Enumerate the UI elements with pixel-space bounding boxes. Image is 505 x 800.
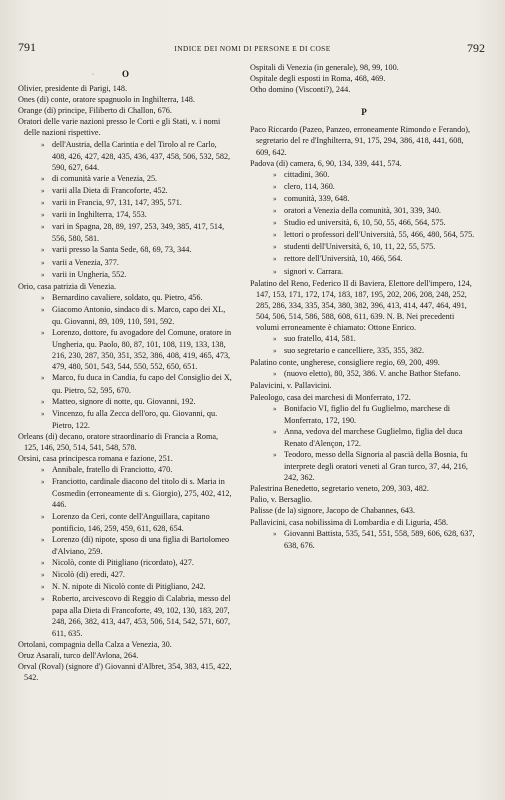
page-header: [0, 40, 505, 54]
ditto-mark-icon: »: [273, 267, 277, 276]
index-subentry: [250, 181, 478, 193]
index-entry: [250, 73, 478, 84]
index-entry: [18, 94, 233, 105]
ditto-mark-icon: »: [273, 451, 277, 459]
ditto-mark-icon: »: [273, 194, 277, 203]
ditto-mark-icon: »: [41, 270, 45, 279]
index-entry: [18, 105, 233, 116]
entry-text: Paco Riccardo (Pazeo, Panzeo, erroneamente Rimondo e Ferando), segretario del re d'Inghilterra, 91, 175, 294, 386, 418, 441, 608, 609, 642.: [250, 125, 471, 157]
index-subentry: [18, 511, 233, 534]
index-subentry: [250, 528, 478, 551]
entry-text: suo segretario e cancelliere, 335, 355, 382.: [284, 346, 425, 356]
entry-text: Lorenzo (di) nipote, sposo di una figlia di Bartolomeo d'Alviano, 259.: [52, 534, 230, 556]
entry-text: Orleans (di) decano, oratore straordinario di Francia a Roma, 125, 146, 250, 514, 541, 548, 578.: [18, 431, 219, 452]
entry-text: Nicolò, conte di Pitigliano (ricordato), 427.: [52, 557, 194, 567]
entry-text: Palisse (de la) signore, Jacopo de Chabannes, 643.: [250, 506, 416, 516]
index-entry: [250, 517, 478, 528]
ditto-mark-icon: »: [41, 374, 45, 383]
entry-text: vari in Spagna, 28, 89, 197, 253, 349, 385, 417, 514, 556, 580, 581.: [52, 222, 225, 244]
index-subentry: [18, 476, 233, 510]
entry-text: Bernardino cavaliere, soldato, qu. Pietro, 456.: [52, 292, 203, 302]
entry-text: Lorenzo da Ceri, conte dell'Anguillara, capitano pontificio, 146, 259, 459, 611, 628, 654.: [52, 511, 210, 533]
index-entry: [18, 453, 233, 464]
ditto-mark-icon: »: [273, 207, 277, 216]
index-entry: [250, 380, 478, 391]
ditto-mark-icon: »: [41, 246, 45, 255]
entry-text: Orange (di) principe, Filiberto di Challon, 676.: [18, 106, 172, 116]
ornament-mark: ◦: [92, 72, 95, 78]
index-entry: [250, 494, 478, 505]
entry-text: suo fratello, 414, 581.: [284, 334, 356, 344]
entry-text: Nicolò (di) eredi, 427.: [52, 570, 125, 580]
entry-text: Palio, v. Bersaglio.: [250, 495, 313, 505]
ditto-mark-icon: »: [273, 255, 277, 264]
entry-text: Palatino conte, ungherese, consigliere regio, 69, 200, 499.: [250, 358, 440, 368]
ditto-mark-icon: »: [273, 370, 277, 379]
entry-text: Olivier, presidente di Parigi, 148.: [18, 84, 128, 94]
index-subentry: [250, 449, 478, 483]
ditto-mark-icon: »: [41, 223, 45, 232]
page-number-left: 791: [18, 40, 36, 54]
ditto-mark-icon: »: [41, 305, 45, 314]
entry-text: comunità, 339, 648.: [284, 193, 350, 203]
ditto-mark-icon: »: [41, 140, 45, 149]
index-entry: [250, 392, 478, 403]
index-entry: [250, 278, 478, 333]
ditto-mark-icon: »: [273, 243, 277, 252]
ditto-mark-icon: »: [41, 397, 45, 406]
entry-text: Studio ed università, 6, 10, 50, 55, 466, 564, 575.: [284, 218, 446, 228]
entry-text: O: [121, 69, 129, 79]
entry-text: dell'Austria, della Carintia e del Tirolo al re Carlo, 408, 426, 427, 428, 435, 436, 437, 458, 506, 532, 582, 590, 627, 644.: [52, 139, 231, 172]
index-entry: [250, 505, 478, 516]
index-entry: [18, 281, 233, 292]
entry-text: Ospitali di Venezia (in generale), 98, 99, 100.: [250, 63, 399, 72]
ditto-mark-icon: »: [273, 182, 277, 191]
running-title: INDICE DEI NOMI DI PERSONE E DI COSE: [174, 44, 331, 53]
index-subentry: [18, 209, 233, 221]
entry-text: clero, 114, 360.: [284, 181, 335, 191]
index-subentry: [250, 205, 478, 217]
index-subentry: [18, 304, 233, 327]
entry-text: di comunità varie a Venezia, 25.: [52, 173, 158, 183]
index-subentry: [18, 372, 233, 395]
entry-text: Bonifacio VI, figlio del fu Guglielmo, marchese di Monferrato, 172, 190.: [284, 403, 451, 425]
ditto-mark-icon: »: [273, 347, 277, 356]
page-number-right: 792: [467, 41, 485, 55]
index-subentry: [250, 217, 478, 229]
section-letter: [250, 107, 478, 118]
entry-text: Otho domino (Visconti?), 244.: [250, 85, 351, 95]
entry-text: signori v. Carrara.: [284, 266, 344, 276]
index-entry: [250, 124, 478, 157]
entry-text: Orval (Roval) (signore d') Giovanni d'Albret, 354, 383, 415, 422, 542.: [18, 661, 232, 682]
index-entry: [250, 62, 478, 73]
ditto-mark-icon: »: [41, 211, 45, 220]
entry-text: varii a Venezia, 377.: [52, 257, 119, 267]
entry-text: varii alla Dieta di Francoforte, 452.: [52, 185, 168, 195]
entry-text: Orsini, casa principesca romana e fazione, 251.: [18, 454, 173, 464]
entry-text: Palavicini, v. Pallavicini.: [250, 381, 332, 391]
index-subentry: [250, 345, 478, 357]
index-subentry: [18, 269, 233, 281]
index-subentry: [18, 221, 233, 244]
section-letter: [18, 69, 233, 80]
index-subentry: [18, 534, 233, 557]
index-subentry: [250, 333, 478, 345]
entry-text: Ospitale degli esposti in Roma, 468, 469.: [250, 74, 386, 84]
index-entry: [18, 639, 233, 650]
index-subentry: [18, 569, 233, 581]
index-subentry: [18, 464, 233, 476]
index-entry: [18, 431, 233, 453]
index-entry: [250, 483, 478, 494]
ditto-mark-icon: »: [273, 170, 277, 179]
entry-text: Ones (di) conte, oratore spagnuolo in Inghilterra, 148.: [18, 95, 195, 105]
index-entry: [18, 661, 233, 683]
entry-text: Anna, vedova del marchese Guglielmo, figlia del duca Renato d'Alençon, 172.: [284, 426, 463, 448]
index-entry: [250, 158, 478, 169]
index-subentry: [18, 139, 233, 173]
entry-text: Annibale, fratello di Franciotto, 470.: [52, 465, 173, 475]
ditto-mark-icon: »: [273, 427, 277, 436]
entry-text: studenti dell'Università, 6, 10, 11, 22, 55, 575.: [284, 242, 436, 252]
entry-text: Giacomo Antonio, sindaco di s. Marco, capo dei XL, qu. Giovanni, 89, 109, 110, 591, 592.: [52, 304, 226, 326]
entry-text: Orio, casa patrizia di Venezia.: [18, 281, 117, 291]
index-subentry: [250, 403, 478, 426]
ditto-mark-icon: »: [41, 409, 45, 418]
ditto-mark-icon: »: [273, 219, 277, 228]
index-subentry: [250, 241, 478, 253]
entry-text: Roberto, arcivescovo di Reggio di Calabria, messo del papa alla Dieta di Francoforte, 49, 102, 130, 183, 207, 248, 266, 382, 413, 447, 453, 506, 514, 542, 571, 607, 611, 635.: [52, 594, 231, 638]
index-subentry: [250, 368, 478, 380]
index-subentry: [18, 593, 233, 638]
ditto-mark-icon: »: [273, 529, 277, 538]
entry-text: Paleologo, casa dei marchesi di Monferrato, 172.: [250, 392, 411, 402]
index-subentry: [18, 396, 233, 408]
entry-text: Palestrina Benedetto, segretario veneto, 209, 303, 482.: [250, 484, 429, 494]
entry-text: Lorenzo, dottore, fu avogadore del Comune, oratore in Ungheria, qu. Paolo, 80, 87, 101, 108, 119, 133, 138, 216, 230, 287, 350, 351, 352, 386, 408, 419, 465, 473, 479, 480, 501, 543, 544, 550, 552, 650, 651.: [52, 328, 232, 372]
entry-text: varii presso la Santa Sede, 68, 69, 73, 344.: [52, 245, 192, 255]
ditto-mark-icon: »: [41, 478, 45, 487]
index-entry: [250, 84, 478, 95]
ditto-mark-icon: »: [41, 186, 45, 195]
entry-text: Vincenzo, fu alla Zecca dell'oro, qu. Giovanni, qu. Pietro, 122.: [52, 408, 218, 430]
entry-text: Franciotto, cardinale diacono del titolo di s. Maria in Cosmedin (erroneamente di s. Giorgio), 275, 402, 412, 446.: [52, 477, 232, 510]
ditto-mark-icon: »: [273, 231, 277, 240]
ditto-mark-icon: »: [273, 335, 277, 344]
ditto-mark-icon: »: [41, 199, 45, 208]
ditto-mark-icon: »: [41, 583, 45, 592]
entry-text: rettore dell'Università, 10, 466, 564.: [284, 254, 403, 264]
ditto-mark-icon: »: [41, 535, 45, 544]
ditto-mark-icon: »: [41, 174, 45, 183]
entry-text: cittadini, 360.: [284, 169, 330, 179]
index-subentry: [18, 173, 233, 185]
index-subentry: [18, 244, 233, 256]
index-subentry: [250, 169, 478, 181]
ditto-mark-icon: »: [41, 595, 45, 604]
entry-text: (nuovo eletto), 80, 352, 386. V. anche Bathor Stefano.: [284, 369, 461, 379]
index-subentry: [18, 197, 233, 209]
entry-text: Giovanni Battista, 535, 541, 551, 558, 589, 606, 628, 637, 638, 676.: [284, 528, 475, 550]
ditto-mark-icon: »: [41, 329, 45, 338]
ditto-mark-icon: »: [41, 558, 45, 567]
entry-text: Ortolani, compagnia della Calza a Venezia, 30.: [18, 639, 172, 649]
entry-text: varii in Ungheria, 552.: [52, 269, 127, 279]
ditto-mark-icon: »: [41, 571, 45, 580]
ditto-mark-icon: »: [41, 258, 45, 267]
index-column-left: [18, 62, 233, 683]
index-subentry: [18, 327, 233, 372]
entry-text: Pallavicini, casa nobilissima di Lombardia e di Liguria, 458.: [250, 517, 449, 527]
index-subentry: [18, 557, 233, 569]
entry-text: lettori o professori dell'Università, 55, 466, 480, 564, 575.: [284, 230, 475, 240]
entry-text: Teodoro, messo della Signoria al pascià della Bosnia, fu interprete degli oratori veneti al Gran turco, 37, 44, 216, 242, 362.: [284, 450, 468, 483]
ditto-mark-icon: »: [41, 512, 45, 521]
index-subentry: [250, 426, 478, 449]
index-subentry: [18, 408, 233, 431]
entry-text: Padova (di) camera, 6, 90, 134, 339, 441, 574.: [250, 158, 402, 168]
index-subentry: [18, 185, 233, 197]
entry-text: Matteo, signore di notte, qu. Giovanni, 192.: [52, 396, 196, 406]
entry-text: varii in Francia, 97, 131, 147, 395, 571.: [52, 198, 182, 208]
entry-text: Oratori delle varie nazioni presso le Corti e gli Stati, v. i nomi delle nazioni rispettive.: [18, 117, 221, 138]
entry-text: Palatino del Reno, Federico II di Baviera, Elettore dell'impero, 124, 147, 153, 171, 172, 174, 183, 187, 195, 202, 206, 208, 248, 252, 285, 286, 334, 335, 354, 380, 382, 396, 413, 414, 447, 464, 491, 504, 506, 514, 586, 588, 608, 611, 639. N. B. Nei precedenti volumi erroneamente è chiamato: Ottone Enrico.: [250, 278, 472, 332]
index-subentry: [250, 266, 478, 278]
index-column-right: [250, 62, 478, 551]
entry-text: Marco, fu duca in Candia, fu capo del Consiglio dei X, qu. Pietro, 52, 595, 670.: [52, 373, 232, 395]
index-entry: [250, 357, 478, 368]
entry-text: P: [361, 107, 367, 118]
index-subentry: [18, 257, 233, 269]
index-subentry: [250, 229, 478, 241]
index-subentry: [18, 581, 233, 593]
index-entry: [18, 83, 233, 94]
index-subentry: [18, 292, 233, 304]
entry-text: N. N. nipote di Nicolò conte di Pitigliano, 242.: [52, 582, 206, 592]
ditto-mark-icon: »: [41, 466, 45, 475]
ditto-mark-icon: »: [41, 293, 45, 302]
entry-text: varii in Inghilterra, 174, 553.: [52, 210, 147, 220]
index-entry: [18, 116, 233, 138]
entry-text: Oruz Asarali, turco dell'Avlona, 264.: [18, 650, 139, 660]
entry-text: oratori a Venezia della comunità, 301, 339, 340.: [284, 206, 441, 216]
ditto-mark-icon: »: [273, 404, 277, 413]
index-subentry: [250, 193, 478, 205]
index-entry: [18, 650, 233, 661]
index-subentry: [250, 253, 478, 265]
